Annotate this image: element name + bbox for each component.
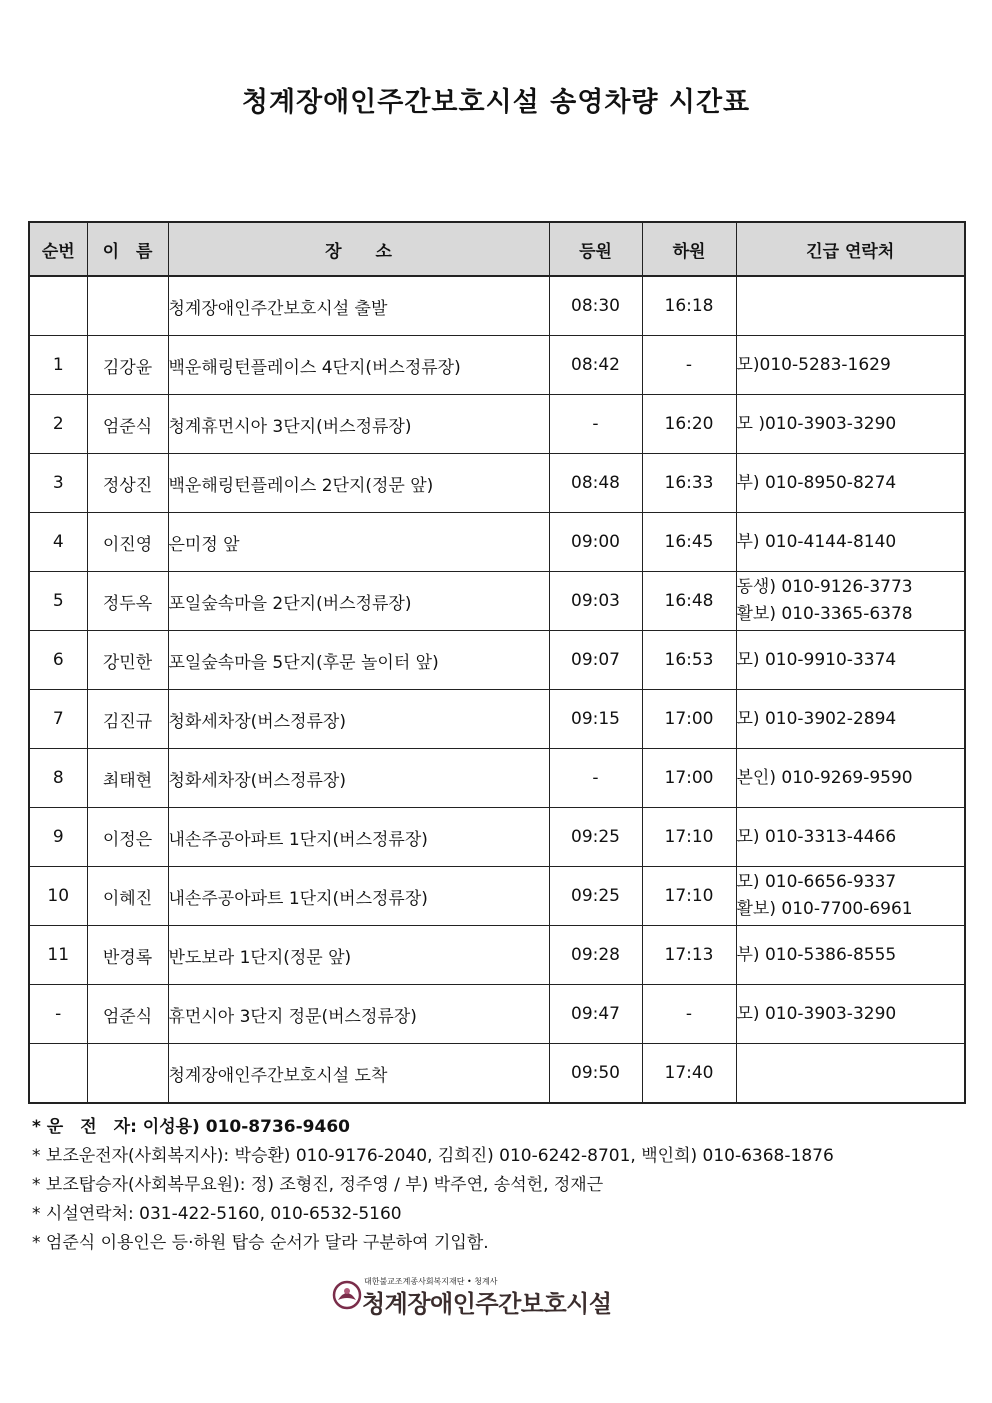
row-number: 4: [29, 513, 87, 572]
table-row: [29, 454, 965, 513]
row-name: 최태현: [87, 749, 168, 808]
row-place: 포일숲속마을 5단지(후문 놀이터 앞): [168, 631, 549, 690]
row-departure-time: 17:40: [642, 1044, 736, 1104]
row-arrival-time: 08:42: [549, 336, 642, 395]
row-departure-time: 17:10: [642, 808, 736, 867]
row-name: 이진영: [87, 513, 168, 572]
contact-line: 모) 010-3903-3290: [736, 1003, 897, 1024]
row-arrival-time: -: [549, 395, 642, 454]
row-name: 이혜진: [87, 867, 168, 926]
table-row: [29, 690, 965, 749]
row-departure-time: 16:33: [642, 454, 736, 513]
row-place: 청계휴먼시아 3단지(버스정류장): [168, 395, 549, 454]
row-emergency-contact: [736, 808, 965, 867]
row-name: 강민한: [87, 631, 168, 690]
row-emergency-contact: [736, 985, 965, 1044]
note-facility-contact: * 시설연락처: 031-422-5160, 010-6532-5160: [32, 1204, 402, 1224]
header-emergency-contact: 긴급 연락처: [736, 222, 965, 276]
footer-logo: [332, 1276, 632, 1316]
row-place: 포일숲속마을 2단지(버스정류장): [168, 572, 549, 631]
row-place: 청계장애인주간보호시설 도착: [168, 1044, 549, 1104]
footer-sub-text: 대한불교조계종사회복지재단 • 청계사: [364, 1277, 498, 1286]
row-arrival-time: 08:30: [549, 276, 642, 336]
row-name: 이정은: [87, 808, 168, 867]
row-emergency-contact: [736, 749, 965, 808]
row-emergency-contact: [736, 690, 965, 749]
row-arrival-time: 09:25: [549, 867, 642, 926]
row-arrival-time: 09:28: [549, 926, 642, 985]
row-arrival-time: 09:00: [549, 513, 642, 572]
contact-line: 활보) 010-3365-6378: [736, 604, 913, 624]
table-row: [29, 1044, 965, 1104]
contact-line: 부) 010-5386-8555: [736, 944, 897, 965]
contact-line: 모) 010-9910-3374: [736, 649, 897, 670]
row-name: [87, 276, 168, 336]
row-arrival-time: 09:47: [549, 985, 642, 1044]
notes: [32, 1113, 962, 1258]
row-place: 내손주공아파트 1단지(버스정류장): [168, 867, 549, 926]
page-title: 청계장애인주간보호시설 송영차량 시간표: [241, 87, 751, 118]
row-emergency-contact: [736, 454, 965, 513]
contact-line: 본인) 010-9269-9590: [736, 767, 913, 788]
contact-line: 모 )010-3903-3290: [736, 413, 897, 434]
row-place: 청화세차장(버스정류장): [168, 690, 549, 749]
table-row: [29, 926, 965, 985]
row-number: 7: [29, 690, 87, 749]
contact-line: 동생) 010-9126-3773: [736, 577, 913, 597]
row-departure-time: 16:18: [642, 276, 736, 336]
row-emergency-contact: [736, 276, 965, 336]
row-place: 반도보라 1단지(정문 앞): [168, 926, 549, 985]
schedule-table: [28, 221, 966, 1104]
row-arrival-time: 09:03: [549, 572, 642, 631]
row-name: 반경록: [87, 926, 168, 985]
row-place: 청계장애인주간보호시설 출발: [168, 276, 549, 336]
row-departure-time: 16:53: [642, 631, 736, 690]
row-name: 정상진: [87, 454, 168, 513]
row-arrival-time: 09:15: [549, 690, 642, 749]
row-emergency-contact: [736, 867, 965, 926]
row-place: 백운해링턴플레이스 4단지(버스정류장): [168, 336, 549, 395]
row-emergency-contact: [736, 513, 965, 572]
table-row: [29, 276, 965, 336]
row-number: 11: [29, 926, 87, 985]
row-place: 내손주공아파트 1단지(버스정류장): [168, 808, 549, 867]
contact-line: 부) 010-4144-8140: [736, 531, 897, 552]
row-departure-time: 16:45: [642, 513, 736, 572]
row-place: 백운해링턴플레이스 2단지(정문 앞): [168, 454, 549, 513]
row-emergency-contact: [736, 395, 965, 454]
row-number: 1: [29, 336, 87, 395]
table-row: [29, 513, 965, 572]
row-arrival-time: 09:50: [549, 1044, 642, 1104]
row-number: 2: [29, 395, 87, 454]
row-arrival-time: 09:07: [549, 631, 642, 690]
contact-line: 모)010-5283-1629: [736, 354, 891, 375]
row-number: 5: [29, 572, 87, 631]
row-number: [29, 276, 87, 336]
header-no: 순번: [29, 222, 87, 276]
row-departure-time: 16:48: [642, 572, 736, 631]
row-name: 김진규: [87, 690, 168, 749]
header-arrival: 등원: [549, 222, 642, 276]
table-row: [29, 572, 965, 631]
row-place: 청화세차장(버스정류장): [168, 749, 549, 808]
header-departure: 하원: [642, 222, 736, 276]
row-place: 은미정 앞: [168, 513, 549, 572]
row-arrival-time: 09:25: [549, 808, 642, 867]
row-departure-time: 17:10: [642, 867, 736, 926]
note-driver: * 운 전 자: 이성용) 010-8736-9460: [32, 1117, 350, 1137]
contact-line: 부) 010-8950-8274: [736, 472, 897, 493]
table-row: [29, 985, 965, 1044]
row-departure-time: 16:20: [642, 395, 736, 454]
table-row: [29, 749, 965, 808]
row-place: 휴먼시아 3단지 정문(버스정류장): [168, 985, 549, 1044]
row-departure-time: 17:00: [642, 749, 736, 808]
contact-line: 모) 010-3902-2894: [736, 708, 897, 729]
table-header-row: [29, 222, 965, 276]
table-row: [29, 808, 965, 867]
row-name: [87, 1044, 168, 1104]
contact-line: 모) 010-3313-4466: [736, 826, 897, 847]
row-emergency-contact: [736, 1044, 965, 1104]
row-number: 8: [29, 749, 87, 808]
row-emergency-contact: [736, 336, 965, 395]
table-row: [29, 631, 965, 690]
row-arrival-time: 08:48: [549, 454, 642, 513]
row-number: 3: [29, 454, 87, 513]
row-name: 엄준식: [87, 395, 168, 454]
row-emergency-contact: [736, 926, 965, 985]
row-arrival-time: -: [549, 749, 642, 808]
row-number: [29, 1044, 87, 1104]
contact-line: 활보) 010-7700-6961: [736, 899, 913, 919]
row-departure-time: -: [642, 336, 736, 395]
table-row: [29, 395, 965, 454]
header-name: 이 름: [87, 222, 168, 276]
row-name: 정두옥: [87, 572, 168, 631]
note-assistant-driver: * 보조운전자(사회복지사): 박승환) 010-9176-2040, 김희진) 010-6242-8701, 백인희) 010-6368-1876: [32, 1146, 834, 1166]
footer-main-text: 청계장애인주간보호시설: [362, 1290, 612, 1318]
table-row: [29, 867, 965, 926]
table-row: [29, 336, 965, 395]
row-departure-time: 17:00: [642, 690, 736, 749]
note-assistant-rider: * 보조탑승자(사회복무요원): 정) 조형진, 정주영 / 부) 박주연, 송석헌, 정재근: [32, 1175, 604, 1195]
row-name: 엄준식: [87, 985, 168, 1044]
row-name: 김강윤: [87, 336, 168, 395]
row-number: 9: [29, 808, 87, 867]
lotus-logo-icon: [332, 1280, 362, 1310]
contact-line: 모) 010-6656-9337: [736, 872, 897, 892]
note-remark: * 엄준식 이용인은 등·하원 탑승 순서가 달라 구분하여 기입함.: [32, 1233, 489, 1253]
row-emergency-contact: [736, 572, 965, 631]
row-number: 6: [29, 631, 87, 690]
row-number: 10: [29, 867, 87, 926]
row-departure-time: -: [642, 985, 736, 1044]
row-departure-time: 17:13: [642, 926, 736, 985]
header-place: 장 소: [168, 222, 549, 276]
row-emergency-contact: [736, 631, 965, 690]
row-number: -: [29, 985, 87, 1044]
